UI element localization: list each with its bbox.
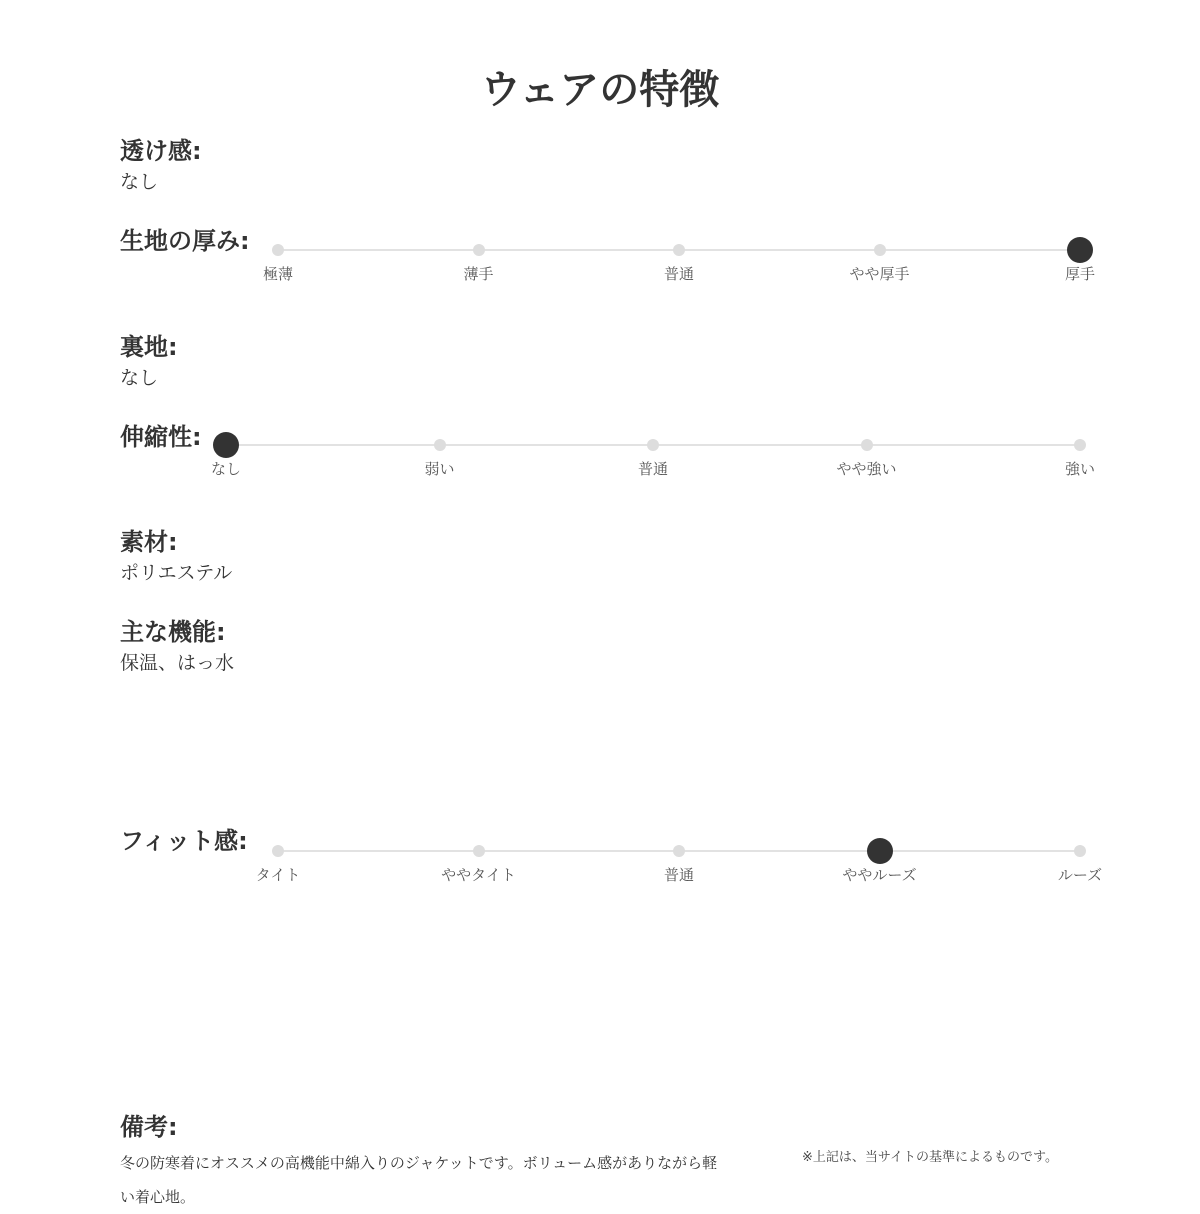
thickness-option-label: 厚手 xyxy=(1064,265,1095,283)
scale-marker xyxy=(673,845,685,857)
functions-value: 保温、はっ水 xyxy=(120,652,235,674)
scale-marker xyxy=(861,439,873,451)
thickness-option-label: 極薄 xyxy=(262,265,293,283)
lining-value: なし xyxy=(120,367,159,389)
stretch-option-label: やや強い xyxy=(836,460,897,478)
footnote: ※上記は、当サイトの基準によるものです。 xyxy=(802,1150,1058,1165)
fit-scale xyxy=(255,841,1103,884)
fit-option-label: ややルーズ xyxy=(842,866,917,884)
thickness-label: 生地の厚み: xyxy=(120,227,250,255)
stretch-option-label: 強い xyxy=(1064,460,1095,478)
scale-marker xyxy=(673,244,685,256)
fit-option-label: ルーズ xyxy=(1057,866,1103,884)
functions-label: 主な機能: xyxy=(120,618,226,646)
transparency-value: なし xyxy=(120,171,159,193)
fit-option-label: タイト xyxy=(255,866,301,884)
scale-marker xyxy=(272,244,284,256)
scale-marker xyxy=(272,845,284,857)
material-value: ポリエステル xyxy=(120,562,233,584)
remarks-text: 冬の防寒着にオススメの高機能中綿入りのジャケットです。ボリューム感がありながら軽い着心地。 xyxy=(120,1154,718,1206)
lining-label: 裏地: xyxy=(120,333,178,361)
selected-marker xyxy=(213,432,239,458)
thickness-scale xyxy=(262,240,1095,283)
stretch-label: 伸縮性: xyxy=(120,423,202,451)
stretch-option-label: なし xyxy=(210,460,241,478)
selected-marker xyxy=(1067,237,1093,263)
scale-marker xyxy=(1074,845,1086,857)
fit-option-label: ややタイト xyxy=(441,866,516,884)
selected-marker xyxy=(867,838,893,864)
scale-marker xyxy=(647,439,659,451)
stretch-option-label: 弱い xyxy=(424,460,455,478)
thickness-option-label: 薄手 xyxy=(463,265,494,283)
material-label: 素材: xyxy=(120,528,178,556)
scale-marker xyxy=(434,439,446,451)
thickness-option-label: 普通 xyxy=(663,265,694,283)
page-title: ウェアの特徴 xyxy=(480,67,720,113)
scale-marker xyxy=(1074,439,1086,451)
remarks-label: 備考: xyxy=(120,1113,178,1141)
thickness-option-label: やや厚手 xyxy=(849,265,910,283)
fit-option-label: 普通 xyxy=(663,866,694,884)
stretch-option-label: 普通 xyxy=(637,460,668,478)
scale-marker xyxy=(473,244,485,256)
scale-marker xyxy=(874,244,886,256)
stretch-scale xyxy=(210,435,1095,478)
fit-label: フィット感: xyxy=(120,827,248,855)
transparency-label: 透け感: xyxy=(120,137,202,165)
scale-marker xyxy=(473,845,485,857)
